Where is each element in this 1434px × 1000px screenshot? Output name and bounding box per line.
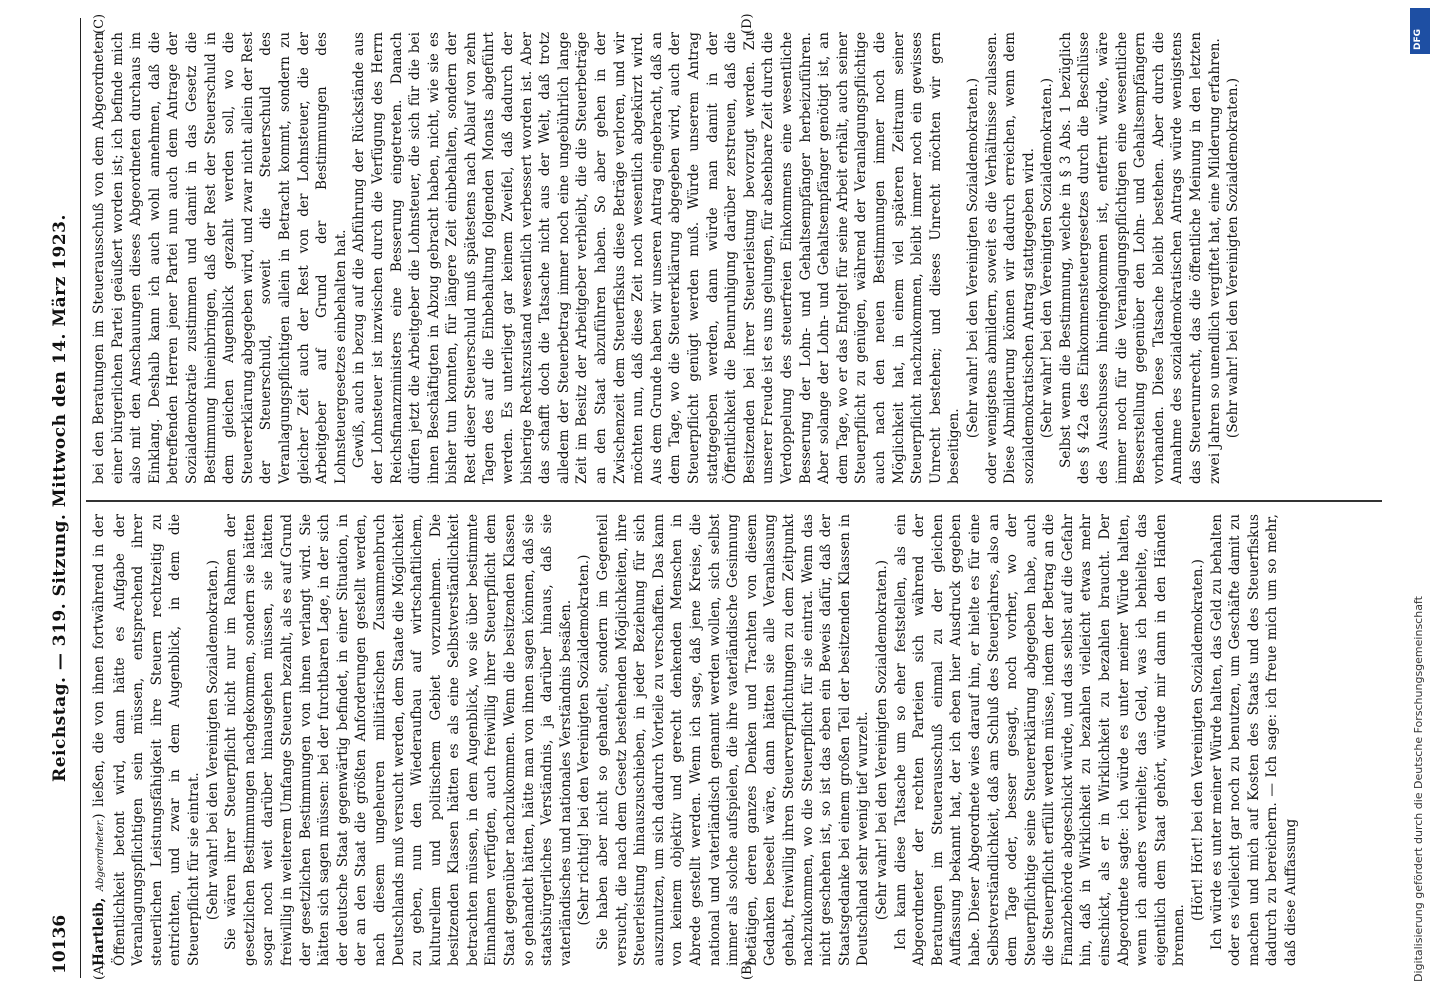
interjection: (Sehr wahr! bei den Vereinigten Sozialdemokraten.): [204, 559, 221, 921]
interjection: (Sehr wahr! bei den Vereinigten Sozialdemokraten.): [1225, 77, 1242, 439]
interjection: (Sehr richtig! bei den Vereinigten Sozialdemokraten.): [576, 554, 593, 926]
paragraph: Hartleib, Abgeordneter.) ließen, die von ihnen fortwährend in der Öffentlichkeit betont wird, dann hätte es Aufgabe der Veranlagungspflichtigen sein müssen, entsprechend ihrer steuerlichen Leistungsfähigkeit ihre Steuern rechtzeitig zu entrichten, und zwar in dem Augenblick, in dem die Steuerpflicht für sie eintrat.: [91, 514, 202, 966]
interjection: (Sehr wahr! bei den Vereinigten Sozialdemokraten.): [873, 559, 890, 921]
credit-text: Digitalisierung gefördert durch die Deutsche Forschungsgemeinschaft: [1412, 596, 1425, 982]
paragraph: Sie wären ihrer Steuerpflicht nicht nur im Rahmen der gesetzlichen Bestimmungen nachgekommen, sondern sie hätten sogar noch weit darüber hinausgehen müssen, sie hätten freiwillig in weiterem Umfange Steuern bezahlt, als es auf Grund der gesetzlichen Bestimmungen von ihnen verlangt wird. Sie hätten sich sagen müssen: bei der furchtbaren Lage, in der sich der deutsche Staat gegenwärtig befindet, in einer Situation, in der an den Staat die größten Anforderungen gestellt werden, nach diesem ungeheuren militärischen Zusammenbruch Deutschlands muß versucht werden, dem Staate die Möglichkeit zu geben, nun den Wiederaufbau auf wirtschaftlichem, kulturellem und politischem Gebiet vorzunehmen. Die besitzenden Klassen hätten es als eine Selbstverständlichkeit betrachten müssen, in dem Augenblick, wo sie über bestimmte Einnahmen verfügten, auch freiwillig ihrer Steuerpflicht dem Staat gegenüber nachzukommen. Wenn die besitzenden Klassen so gehandelt hätten, hätte man von ihnen sagen können, daß sie staatsbürgerliches Verständnis, ja darüber hinaus, daß sie vaterländisches und nationales Verständnis besäßen.: [223, 514, 574, 966]
document-page: [40, 13, 1388, 980]
dfg-logo-text: DFG: [1413, 28, 1423, 50]
speaker-role: Abgeordneter.: [95, 818, 106, 892]
page-header: [40, 18, 81, 978]
margin-marker-b: (B): [740, 960, 755, 980]
interjection: (Hört! Hört! bei den Vereinigten Sozialdemokraten.): [1190, 559, 1207, 922]
page-number: 10136: [50, 914, 70, 974]
page-title: Reichstag. — 319. Sitzung. Mittwoch den 14. März 1923.: [50, 214, 70, 782]
left-column: [90, 514, 1382, 966]
paragraph: oder wenigstens abmildern, soweit es die Verhältnisse zulassen. Diese Abmilderung können wir dadurch erreichen, wenn dem sozialdemokratischen Antrag stattgegeben wird.: [983, 32, 1037, 484]
paragraph-text: ließen, die von ihnen fortwährend in der Öffentlichkeit betont wird, dann hätte es Aufgabe der Veranlagungspflichtigen sein müssen, entsprechend ihrer steuerlichen Leistungsfähigkeit ihre Steuern rechtzeitig zu entrichten, und zwar in dem Augenblick, in dem die Steuerpflicht für sie eintrat.: [91, 514, 202, 966]
paragraph: Selbst wenn die Bestimmung, welche in § 3 Abs. 1 bezüglich des § 42a des Einkommensteuergesetzes durch die Beschlüsse des Ausschusses hineingekommen ist, entfernt würde, wäre immer noch für die Veranlagungspflichtigen eine wesentliche Besserstellung gegenüber den Lohn- und Gehaltsempfängern vorhanden. Diese Tatsache bleibt bestehen. Aber durch die Annahme des sozialdemokratischen Antrags würde wenigstens das Steuerunrecht, das die öffentliche Meinung in den letzten zwei Jahren so unendlich vergiftet hat, eine Milderung erfahren.: [1057, 32, 1223, 484]
paragraph: Ich kann diese Tatsache um so eher feststellen, als ein Abgeordneter der rechten Parteien sich während der Beratungen im Steuerausschuß einmal zu der gleichen Auffassung bekannt hat, der ich eben hier Ausdruck gegeben habe. Dieser Abgeordnete wies darauf hin, er hielte es für eine Selbstverständlichkeit, daß am Schluß des Steuerjahres, also an dem Tage oder, besser gesagt, noch vorher, wo der Steuerpflichtige seine Steuererklärung abgegeben habe, auch die Steuerpflicht erfüllt werden müsse, indem der Betrag an die Finanzbehörde abgeschickt würde, und das selbst auf die Gefahr hin, daß in Wirklichkeit zu bezahlen vielleicht etwas mehr einschickt, als er in Wirklichkeit zu bezahlen braucht. Der Abgeordnete sagte: ich würde es unter meiner Würde halten, wenn ich anders verhielte; das Geld, was ich behielte, das eigentlich dem Staat gehört, würde mir dann in den Händen brennen.: [892, 514, 1188, 966]
margin-marker-c: (C): [92, 13, 107, 34]
paragraph: Ich würde es unter meiner Würde halten, das Geld zu behalten oder es vielleicht gar noch zu benutzen, um Geschäfte damit zu machen und mich auf Kosten des Staats und des Steuerfiskus dadurch zu bereichern. — Ich sage: ich freue mich um so mehr, daß diese Auffassung: [1208, 514, 1299, 966]
digitization-credit: [1408, 0, 1432, 1000]
paragraph: Sie haben aber nicht so gehandelt, sondern im Gegenteil versucht, die nach dem Gesetz bestehenden Möglichkeiten, ihre Steuerleistung hinauszuschieben, in jeder Beziehung für sich auszunutzen, um sich dadurch Vorteile zu verschaffen. Das kann von keinem objektiv und gerecht denkenden Menschen in Abrede gestellt werden. Wenn ich sage, daß jene Kreise, die national und vaterländisch genannt werden wollen, sich selbst immer als solche aufspielen, die ihre vaterländische Gesinnung betätigen, deren ganzes Denken und Trachten von diesem Gedanken beseelt wäre, dann hätten sie alle Veranlassung gehabt, freiwillig ihren Steuerverpflichtungen zu dem Zeitpunkt nachzukommen, wo die Steuerpflicht für sie eintrat. Wenn das nicht geschehen ist, so ist das eben ein Beweis dafür, daß der Staatsgedanke bei einem großen Teil der besitzenden Klassen in Deutschland sehr wenig tief wurzelt.: [595, 514, 872, 966]
interjection: (Sehr wahr! bei den Vereinigten Sozialdemokraten.): [964, 77, 981, 439]
margin-marker-d: (D): [740, 13, 755, 34]
speaker-name: Hartleib,: [91, 897, 107, 966]
paragraph: Gewiß, auch in bezug auf die Abführung der Rückstände aus der Lohnsteuer ist inzwischen durch die Verfügung des Herrn Reichsfinanzministers eine Besserung eingetreten. Danach dürfen jetzt die Arbeitgeber die Lohnsteuer, die sich für die bei ihnen Beschäftigten in Abzug gebracht haben, nicht, wie sie es bisher tun konnten, für längere Zeit einbehalten, sondern der Rest dieser Steuerschuld muß spätestens nach Ablauf von zehn Tagen des auf die Einbehaltung folgenden Monats abgeführt werden. Es unterliegt gar keinem Zweifel, daß dadurch der bisherige Rechtszustand wesentlich verbessert worden ist. Aber das schafft doch die Tatsache nicht aus der Welt, daß trotz alledem der Steuerbetrag immer noch eine ungebührlich lange Zeit im Besitz der Arbeitgeber verbleibt, die die Steuerbeträge an den Staat abzuführen haben. So aber gehen in der Zwischenzeit dem Steuerfiskus diese Beträge verloren, und wir möchten nun, daß diese Zeit noch wesentlich abgekürzt wird. Aus dem Grunde haben wir unseren Antrag eingebracht, daß an dem Tage, wo die Steuererklärung abgegeben wird, auch der Steuerpflicht genügt werden muß. Würde unserem Antrag stattgegeben werden, dann würde man damit in der Öffentlichkeit die Beunruhigung darüber zerstreuen, daß die Besitzenden bei ihrer Steuerleistung bevorzugt werden. Zu unserer Freude ist es uns gelungen, für absehbare Zeit durch die Verdoppelung des steuerfreien Einkommens eine wesentliche Besserung der Lohn- und Gehaltsempfänger herbeizuführen. Aber solange der Lohn- und Gehaltsempfänger genötigt ist, an dem Tage, wo er das Entgelt für seine Arbeit erhält, auch seiner Steuerpflicht zu genügen, während der Veranlagungspflichtige auch nach den neuen Bestimmungen immer noch die Möglichkeit hat, in einem viel späteren Zeitraum seiner Steuerpflicht nachzukommen, bleibt immer noch ein gewisses Unrecht bestehen; und dieses Unrecht möchten wir gern beseitigen.: [351, 32, 963, 484]
margin-marker-a: (A): [92, 960, 107, 980]
column-divider: [86, 501, 1382, 503]
paragraph: bei den Beratungen im Steuerausschuß von dem Abgeordneten einer bürgerlichen Partei geäußert worden ist; ich befinde mich also mit den Anschauungen dieses Abgeordneten durchaus im Einklang. Deshalb kann ich auch wohl annehmen, daß die betreffenden Herren jener Partei nun auch dem Antrage der Sozialdemokratie zustimmen und damit in das Gesetz die Bestimmung hineinbringen, daß der Rest der Steuerschuld in dem gleichen Augenblick gezahlt werden soll, wo die Steuererklärung abgegeben wird, und zwar nicht allein der Rest der Steuerschuld, soweit die Steuerschuld des Veranlagungspflichtigen allein in Betracht kommt, sondern zu gleicher Zeit auch der Rest von der Lohnsteuer, die der Arbeitgeber auf Grund der Bestimmungen des Lohnsteuergesetzes einbehalten hat.: [91, 32, 349, 484]
right-column: [90, 32, 1382, 484]
interjection: (Sehr wahr! bei den Vereinigten Sozialdemokraten.): [1039, 77, 1056, 439]
